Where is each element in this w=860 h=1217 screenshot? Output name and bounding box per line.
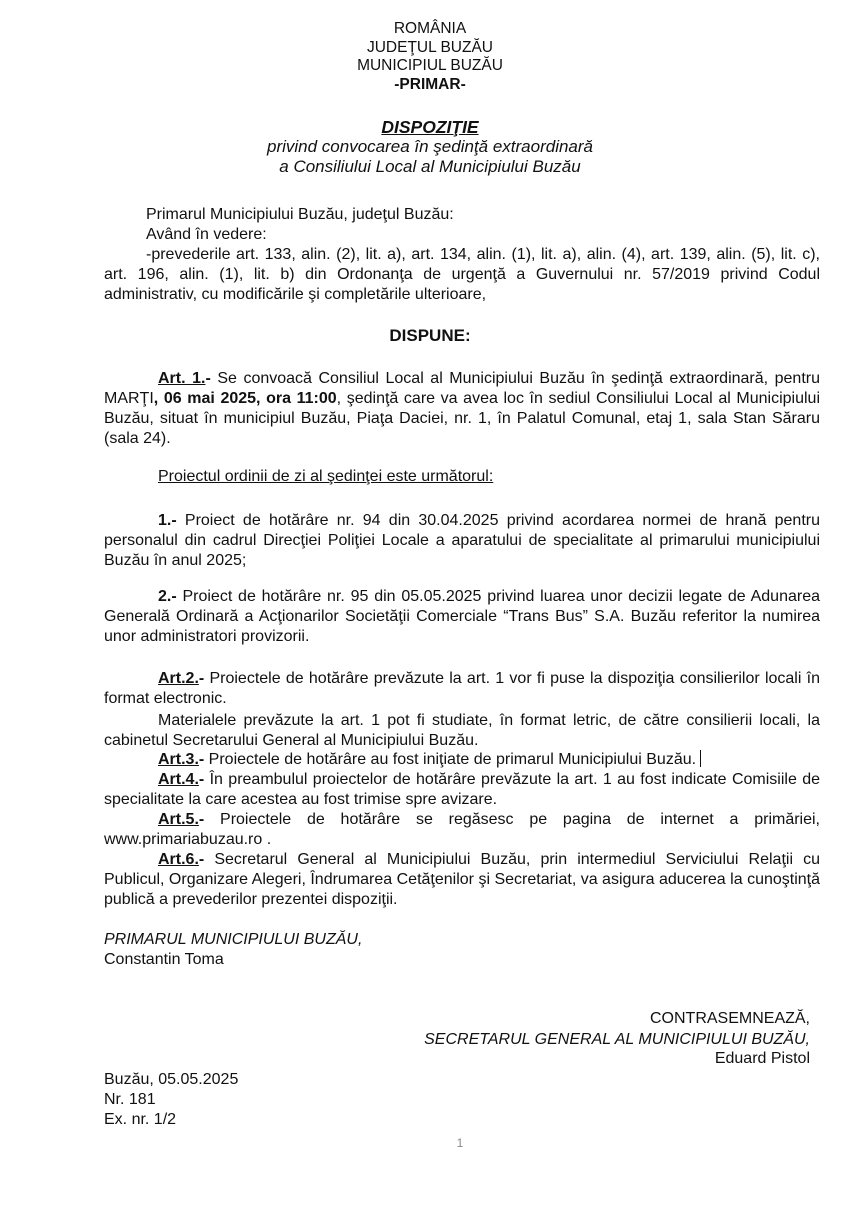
preamble xyxy=(104,205,820,305)
preamble-having: Având în vedere: xyxy=(146,226,267,243)
article-6 xyxy=(104,850,820,910)
article-3 xyxy=(104,750,820,770)
agenda-item-1 xyxy=(104,511,820,571)
art1-dash: - xyxy=(205,370,211,387)
dispune-heading: DISPUNE: xyxy=(389,326,471,345)
art2-text: Proiectele de hotărâre prevăzute la art. 1 vor fi puse la dispoziţia consilierilor locali în format electronic. xyxy=(104,670,820,707)
article-5 xyxy=(104,810,820,850)
art1-date-time: , 06 mai 2025, ora 11:00 xyxy=(153,390,337,407)
art3-label: Art.3. xyxy=(158,751,199,768)
art6-label: Art.6. xyxy=(158,851,199,868)
art2-materials-text: Materialele prevăzute la art. 1 pot fi studiate, în format letric, de către consilierii locali, la cabinetul Secretarului General al Municipiului Buzău. xyxy=(104,712,820,749)
agenda-title: Proiectul ordinii de zi al şedinţei este următorul: xyxy=(158,468,494,485)
agenda-item-text: Proiect de hotărâre nr. 95 din 05.05.2025 privind luarea unor decizii legate de Adunarea Generală Ordinară a Acţionarilor Societăţii Comerciale “Trans Bus” S.A. Buzău referitor la numirea unor administratori provizorii. xyxy=(104,588,820,645)
text-cursor xyxy=(700,750,701,767)
footer-place-date: Buzău, 05.05.2025 xyxy=(104,1071,239,1088)
footer-copy: Ex. nr. 1/2 xyxy=(104,1111,177,1128)
agenda-item-text: Proiect de hotărâre nr. 94 din 30.04.2025 privind acordarea normei de hrană pentru personalul din cadrul Direcţiei Poliţiei Locale a aparatului de specialitate al primarului municipiului Buzău în anul 2025; xyxy=(104,512,820,569)
preamble-intro: Primarul Municipiului Buzău, judeţul Buzău: xyxy=(146,206,454,223)
art2-dash: - xyxy=(198,670,205,687)
art1-label: Art. 1. xyxy=(158,370,206,387)
art5-label: Art.5. xyxy=(158,811,199,828)
art5-text: Proiectele de hotărâre se regăsesc pe pagina de internet a primăriei, www.primariabuzau.ro . xyxy=(104,811,820,848)
agenda-item-2 xyxy=(104,587,820,647)
art6-dash: - xyxy=(198,851,205,868)
art3-text: Proiectele de hotărâre au fost iniţiate de primarul Municipiului Buzău. xyxy=(204,751,697,768)
art1-text-b: , şedinţă care va avea loc în sediul Consiliului Local al Municipiului Buzău, situat în municipiul Buzău, Piaţa Daciei, nr. 1, în Palatul Comunal, etaj 1, sala Stan Săraru (sala 24). xyxy=(104,390,821,447)
art4-label: Art.4. xyxy=(158,771,199,788)
preamble-legal-basis: -prevederile art. 133, alin. (2), lit. a), art. 134, alin. (1), lit. a), alin. (4), art. 139, alin. (5), lit. c), art. 196, alin. (1), lit. b) din Ordonanţa de urgenţă a Guvernului nr. 57/2019 privind Codul administrativ, cu modificările şi completările ulterioare, xyxy=(104,246,820,303)
doc-type: DISPOZIŢIE xyxy=(381,117,479,137)
art3-dash: - xyxy=(198,751,205,768)
article-1 xyxy=(104,369,820,449)
article-2 xyxy=(104,669,820,709)
agenda-item-num: 1.- xyxy=(158,512,177,529)
header-office: -PRIMAR- xyxy=(394,75,466,93)
countersign-label: CONTRASEMNEAZĂ, xyxy=(649,1010,810,1027)
art4-dash: - xyxy=(198,771,205,788)
agenda-heading-row xyxy=(104,467,820,487)
footer-number: Nr. 181 xyxy=(104,1091,156,1108)
subtitle-line-2: a Consiliului Local al Municipiului Buzău xyxy=(279,157,581,176)
header-country: ROMÂNIA xyxy=(393,20,467,37)
mayor-name: Constantin Toma xyxy=(104,951,224,968)
article-4 xyxy=(104,770,820,810)
art6-text: Secretarul General al Municipiului Buzău, prin intermediul Serviciului Relaţii cu Publicul, Organizare Alegeri, Îndrumarea Cetăţenilor şi Secretariat, va asigura aducerea la cunoştinţă publică a prevederilor prezentei dispoziţii. xyxy=(104,851,820,908)
document-header xyxy=(0,20,860,94)
art4-text: În preambulul proiectelor de hotărâre prevăzute la art. 1 au fost indicate Comisiile de specialitate la care acestea au fost trimise spre avizare. xyxy=(104,771,820,808)
mayor-signature xyxy=(104,930,820,970)
countersign-name: Eduard Pistol xyxy=(714,1050,810,1067)
art5-dash: - xyxy=(198,811,205,828)
countersign-title: SECRETARUL GENERAL AL MUNICIPIULUI BUZĂU, xyxy=(424,1031,810,1048)
subtitle-line-1: privind convocarea în şedinţă extraordinară xyxy=(266,137,594,156)
art2-label: Art.2. xyxy=(158,670,199,687)
article-2-materials xyxy=(104,711,820,751)
art1-text-a: Se convoacă Consiliul Local al Municipiului Buzău în şedinţă extraordinară, pentru MARŢI xyxy=(104,370,821,407)
mayor-title: PRIMARUL MUNICIPIULUI BUZĂU, xyxy=(104,931,363,948)
agenda-item-num: 2.- xyxy=(158,588,177,605)
page-number: 1 xyxy=(456,1136,464,1150)
header-county: JUDEŢUL BUZĂU xyxy=(366,38,494,56)
document-title xyxy=(0,117,860,177)
document-footer xyxy=(104,1070,820,1130)
header-municipality: MUNICIPIUL BUZĂU xyxy=(357,57,503,74)
